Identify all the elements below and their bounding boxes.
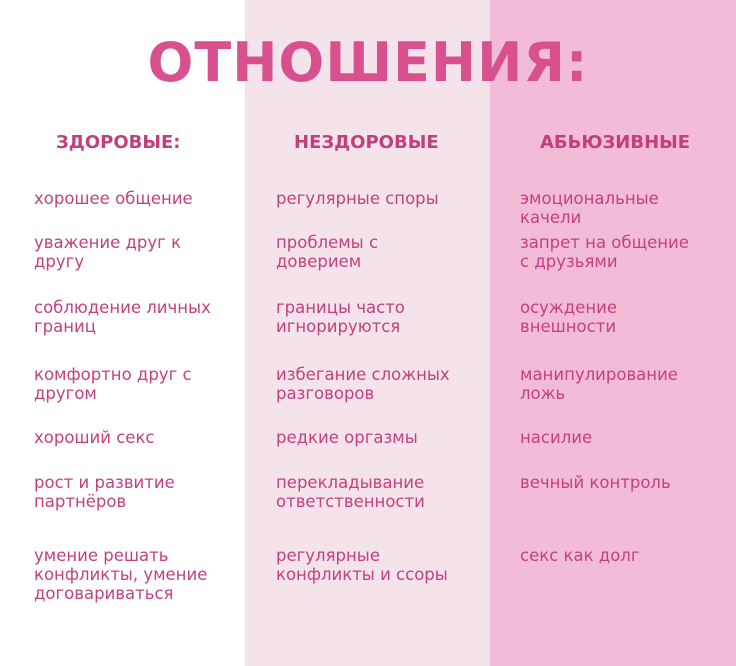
page-title: ОТНОШЕНИЯ: — [147, 31, 589, 94]
list-item: редкие оргазмы — [276, 428, 418, 447]
list-item: насилие — [520, 428, 593, 447]
list-item: осуждение внешности — [520, 298, 618, 336]
list-item: вечный контроль — [520, 473, 671, 492]
list-item: хорошее общение — [34, 189, 193, 208]
list-item: регулярные споры — [276, 189, 439, 208]
list-item: перекладывание ответственности — [276, 473, 425, 511]
list-item: рост и развитие партнёров — [34, 473, 175, 511]
list-item: секс как долг — [520, 546, 640, 565]
list-item: границы часто игнорируются — [276, 298, 405, 336]
list-item: уважение друг к другу — [34, 233, 182, 271]
list-item: комфортно друг с другом — [34, 365, 192, 403]
list-item: хороший секс — [34, 428, 155, 447]
column-heading-healthy: ЗДОРОВЫЕ: — [56, 132, 181, 153]
list-item: эмоциональные качели — [520, 189, 659, 227]
column-heading-abusive: АБЬЮЗИВНЫЕ — [540, 132, 691, 153]
list-item: манипулирование ложь — [520, 365, 678, 403]
list-item: избегание сложных разговоров — [276, 365, 450, 403]
list-item: соблюдение личных границ — [34, 298, 211, 336]
list-item: проблемы с доверием — [276, 233, 379, 271]
list-item: регулярные конфликты и ссоры — [276, 546, 448, 584]
list-item: запрет на общение с друзьями — [520, 233, 689, 271]
list-item: умение решать конфликты, умение договариваться — [34, 546, 208, 603]
column-heading-unhealthy: НЕЗДОРОВЫЕ — [294, 132, 439, 153]
